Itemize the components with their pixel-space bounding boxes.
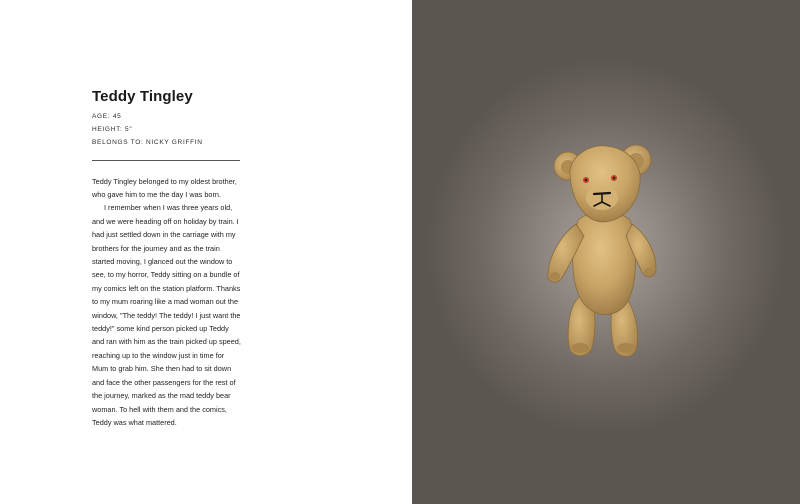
story-paragraph-1: Teddy Tingley belonged to my oldest brother, who gave him to me the day I was born.	[92, 176, 237, 200]
entry-title: Teddy Tingley	[92, 88, 193, 105]
teddy-bear-photo	[540, 136, 668, 368]
divider-rule	[92, 160, 240, 161]
story-text	[92, 175, 242, 430]
entry-age: AGE: 45	[92, 113, 122, 120]
entry-owner: BELONGS TO: NICKY GRIFFIN	[92, 139, 203, 147]
story-paragraph-2: I remember when I was three years old, and we were heading off on holiday by train. I had just settled down in the carriage with my brothers for the journey and as the train started moving, I glanced out the window to see, to my horror, Teddy sitting on a bundle of my comics left on the station platform. Thanks to my mum roaring like a mad woman out the window, "The teddy! The teddy! I just want the teddy!" some kind person picked up Teddy and ran with him as the train picked up speed, reaching up to the window just in time for Mum to grab him. She then had to sit down and face the other passengers for the rest of the journey, marked as the mad teddy bear woman. To hell with them and the comics, Teddy was what mattered.	[92, 203, 241, 427]
photo-page	[412, 0, 800, 504]
entry-text-block	[92, 88, 242, 429]
entry-height: HEIGHT: 5"	[92, 126, 133, 134]
